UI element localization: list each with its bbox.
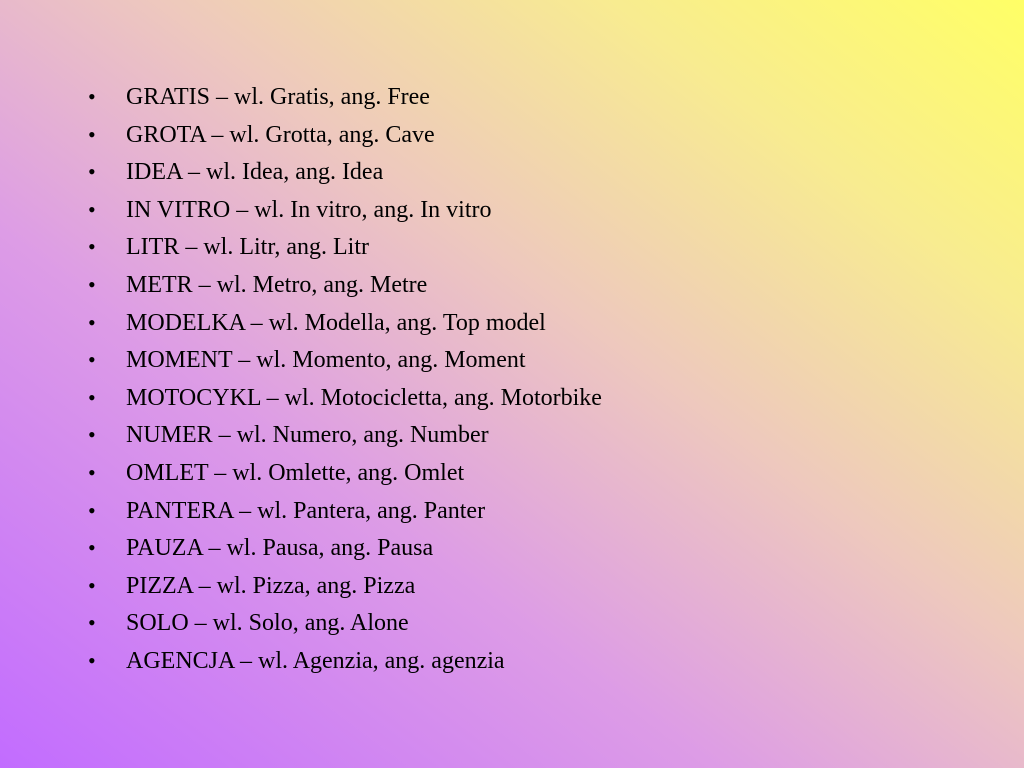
bullet-icon: • [88,347,96,373]
list-item-text: MODELKA – wl. Modella, ang. Top model [126,309,546,336]
list-item [88,266,602,304]
bullet-icon: • [88,422,96,448]
bullet-icon: • [88,121,96,147]
bullet-icon: • [88,159,96,185]
bullet-icon: • [88,572,96,598]
bullet-icon: • [88,196,96,222]
list-item-text: MOTOCYKL – wl. Motocicletta, ang. Motorbike [126,384,602,411]
list-item-text: PANTERA – wl. Pantera, ang. Panter [126,497,486,524]
bullet-icon: • [88,234,96,260]
list-item-text: IDEA – wl. Idea, ang. Idea [126,159,384,186]
list-item-text: LITR – wl. Litr, ang. Litr [126,234,369,261]
bullet-icon: • [88,647,96,673]
list-item [88,228,602,266]
list-item-text: METR – wl. Metro, ang. Metre [126,271,428,298]
list-item-text: IN VITRO – wl. In vitro, ang. In vitro [126,196,492,223]
bullet-icon: • [88,309,96,335]
list-item [88,153,602,191]
list-item-text: GRATIS – wl. Gratis, ang. Free [126,84,430,110]
bullet-icon: • [88,459,96,485]
list-item [88,567,602,605]
bullet-icon: • [88,84,96,109]
list-item [88,116,602,154]
list-item [88,341,602,379]
list-item [88,529,602,567]
list-item [88,304,602,342]
bullet-icon: • [88,271,96,297]
bullet-icon: • [88,535,96,561]
list-item-text: SOLO – wl. Solo, ang. Alone [126,610,409,637]
list-item-text: NUMER – wl. Numero, ang. Number [126,422,489,449]
list-item [88,454,602,492]
list-item [88,492,602,530]
list-item-text: OMLET – wl. Omlette, ang. Omlet [126,459,465,486]
list-item [88,78,602,116]
list-item [88,642,602,680]
list-item [88,416,602,454]
list-item-text: AGENCJA – wl. Agenzia, ang. agenzia [126,647,505,674]
list-item [88,379,602,417]
list-item [88,191,602,229]
list-item-text: GROTA – wl. Grotta, ang. Cave [126,121,435,148]
list-item-text: PAUZA – wl. Pausa, ang. Pausa [126,535,434,562]
list-item-text: MOMENT – wl. Momento, ang. Moment [126,347,526,374]
bullet-icon: • [88,497,96,523]
bullet-icon: • [88,384,96,410]
bullet-list [88,78,602,680]
bullet-icon: • [88,610,96,636]
list-item-text: PIZZA – wl. Pizza, ang. Pizza [126,572,416,599]
list-item [88,604,602,642]
